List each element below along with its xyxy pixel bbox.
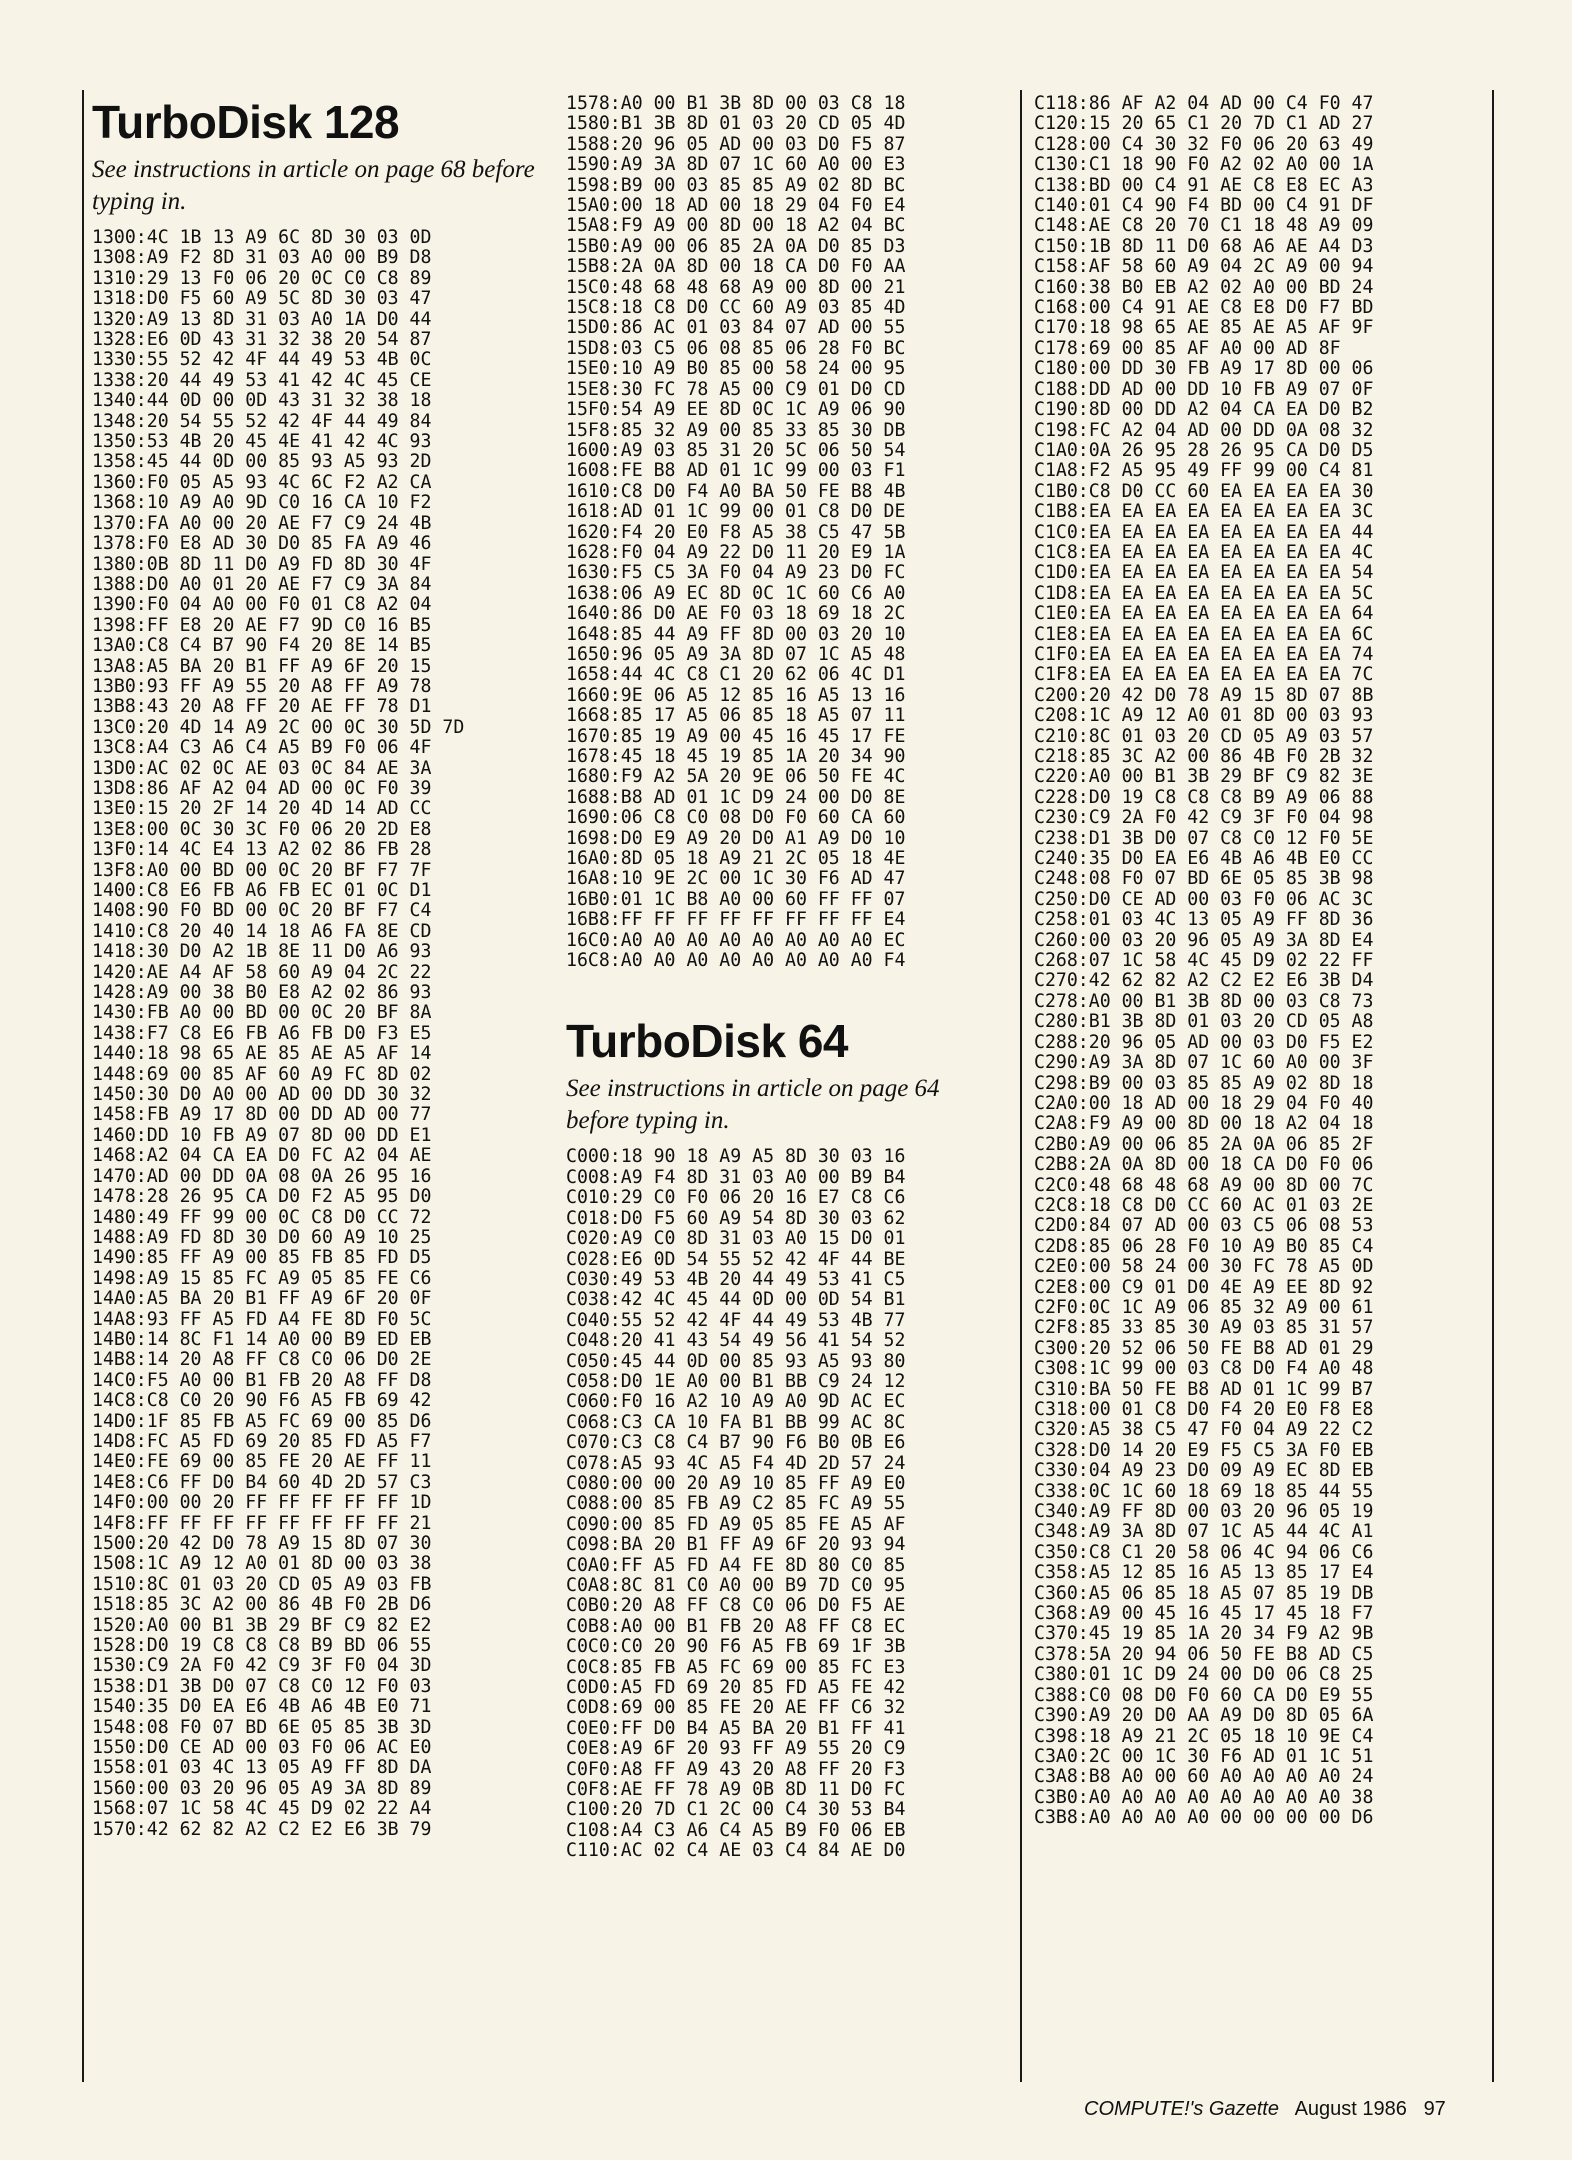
hex-listing-64-part-1: C000:18 90 18 A9 A5 8D 30 03 16 C008:A9 F4 8D 31 03 A0 00 B9 B4 C010:29 C0 F0 06 20 16 E7 C8 C6 C018:D0 F5 60 A9 54 8D 30 03 62 C020:A9 C0 8D 31 03 A0 15 D0 01 C028:E6 0D 54 55 52 42 4F 44 BE C030:49 53 4B 20 44 49 53 41 C5 C038:42 4C 45 44 0D 00 0D 54 B1 C040:55 52 42 4F 44 49 53 4B 77 C048:20 41 43 54 49 56 41 54 52 C050:45 44 0D 00 85 93 A5 93 80 C058:D0 1E A0 00 B1 BB C9 24 12 C060:F0 16 A2 10 A9 A0 9D AC EC C068:C3 CA 10 FA B1 BB 99 AC 8C C070:C3 C8 C4 B7 90 F6 B0 0B E6 C078:A5 93 4C A5 F4 4D 2D 57 24 C080:00 00 20 A9 10 85 FF A9 E0 C088:00 85 FB A9 C2 85 FC A9 55 C090:00 85 FD A9 05 85 FE A5 AF C098:BA 20 B1 FF A9 6F 20 93 94 C0A0:FF A5 FD A4 FE 8D 80 C0 85 C0A8:8C 81 C0 A0 00 B9 7D C0 95 C0B0:20 A8 FF C8 C0 06 D0 F5 AE C0B8:A0 00 B1 FB 20 A8 FF C8 EC C0C0:C0 20 90 F6 A5 FB 69 1F 3B C0C8:85 FB A5 FC 69 00 85 FC E3 C0D0:A5 FD 69 20 85 FD A5 FE 42 C0D8:69 00 85 FE 20 AE FF C6 32 C0E0:FF D0 B4 A5 BA 20 B1 FF 41 C0E8:A9 6F 20 93 FF A9 55 20 C9 C0F0:A8 FF A9 43 20 A8 FF 20 F3 C0F8:AE FF 78 A9 0B 8D 11 D0 FC C100:20 7D C1 2C 00 C4 30 53 B4 C108:A4 C3 A6 C4 A5 B9 F0 06 EB C110:AC 02 C4 AE 03 C4 84 AE D0 <box>566 1146 906 1862</box>
section-subtitle-turbodisk-64: See instructions in article on page 64 before typing in. <box>566 1075 940 1135</box>
hex-listing-128-part-1: 1300:4C 1B 13 A9 6C 8D 30 03 0D 1308:A9 F2 8D 31 03 A0 00 B9 D8 1310:29 13 F0 06 20 0C C0 C8 89 1318:D0 F5 60 A9 5C 8D 30 03 47 1320:A9 13 8D 31 03 A0 1A D0 44 1328:E6 0D 43 31 32 38 20 54 87 1330:55 52 42 4F 44 49 53 4B 0C 1338:20 44 49 53 41 42 4C 45 CE 1340:44 0D 00 0D 43 31 32 38 18 1348:20 54 55 52 42 4F 44 49 84 1350:53 4B 20 45 4E 41 42 4C 93 1358:45 44 0D 00 85 93 A5 93 2D 1360:F0 05 A5 93 4C 6C F2 A2 CA 1368:10 A9 A0 9D C0 16 CA 10 F2 1370:FA A0 00 20 AE F7 C9 24 4B 1378:F0 E8 AD 30 D0 85 FA A9 46 1380:0B 8D 11 D0 A9 FD 8D 30 4F 1388:D0 A0 01 20 AE F7 C9 3A 84 1390:F0 04 A0 00 F0 01 C8 A2 04 1398:FF E8 20 AE F7 9D C0 16 B5 13A0:C8 C4 B7 90 F4 20 8E 14 B5 13A8:A5 BA 20 B1 FF A9 6F 20 15 13B0:93 FF A9 55 20 A8 FF A9 78 13B8:43 20 A8 FF 20 AE FF 78 D1 13C0:20 4D 14 A9 2C 00 0C 30 5D 7D 13C8:A4 C3 A6 C4 A5 B9 F0 06 4F 13D0:AC 02 0C AE 03 0C 84 AE 3A 13D8:86 AF A2 04 AD 00 0C F0 39 13E0:15 20 2F 14 20 4D 14 AD CC 13E8:00 0C 30 3C F0 06 20 2D E8 13F0:14 4C E4 13 A2 02 86 FB 28 13F8:A0 00 BD 00 0C 20 BF F7 7F 1400:C8 E6 FB A6 FB EC 01 0C D1 1408:90 F0 BD 00 0C 20 BF F7 C4 1410:C8 20 40 14 18 A6 FA 8E CD 1418:30 D0 A2 1B 8E 11 D0 A6 93 1420:AE A4 AF 58 60 A9 04 2C 22 1428:A9 00 38 B0 E8 A2 02 86 93 1430:FB A0 00 BD 00 0C 20 BF 8A 1438:F7 C8 E6 FB A6 FB D0 F3 E5 1440:18 98 65 AE 85 AE A5 AF 14 1448:69 00 85 AF 60 A9 FC 8D 02 1450:30 D0 A0 00 AD 00 DD 30 32 1458:FB A9 17 8D 00 DD AD 00 77 1460:DD 10 FB A9 07 8D 00 DD E1 1468:A2 04 CA EA D0 FC A2 04 AE 1470:AD 00 DD 0A 08 0A 26 95 16 1478:28 26 95 CA D0 F2 A5 95 D0 1480:49 FF 99 00 0C C8 D0 CC 72 1488:A9 FD 8D 30 D0 60 A9 10 25 1490:85 FF A9 00 85 FB 85 FD D5 1498:A9 15 85 FC A9 05 85 FE C6 14A0:A5 BA 20 B1 FF A9 6F 20 0F 14A8:93 FF A5 FD A4 FE 8D F0 5C 14B0:14 8C F1 14 A0 00 B9 ED EB 14B8:14 20 A8 FF C8 C0 06 D0 2E 14C0:F5 A0 00 B1 FB 20 A8 FF D8 14C8:C8 C0 20 90 F6 A5 FB 69 42 14D0:1F 85 FB A5 FC 69 00 85 D6 14D8:FC A5 FD 69 20 85 FD A5 F7 14E0:FE 69 00 85 FE 20 AE FF 11 14E8:C6 FF D0 B4 60 4D 2D 57 C3 14F0:00 00 20 FF FF FF FF FF 1D 14F8:FF FF FF FF FF FF FF FF 21 1500:20 42 D0 78 A9 15 8D 07 30 1508:1C A9 12 A0 01 8D 00 03 38 1510:8C 01 03 20 CD 05 A9 03 FB 1518:85 3C A2 00 86 4B F0 2B D6 1520:A0 00 B1 3B 29 BF C9 82 E2 1528:D0 19 C8 C8 C8 B9 BD 06 55 1530:C9 2A F0 42 C9 3F F0 04 3D 1538:D1 3B D0 07 C8 C0 12 F0 03 1540:35 D0 EA E6 4B A6 4B E0 71 1548:08 F0 07 BD 6E 05 85 3B 3D 1550:D0 CE AD 00 03 F0 06 AC E0 1558:01 03 4C 13 05 A9 FF 8D DA 1560:00 03 20 96 05 A9 3A 8D 89 1568:07 1C 58 4C 45 D9 02 22 A4 1570:42 62 82 A2 C2 E2 E6 3B 79 <box>92 227 465 1840</box>
page-footer <box>1084 2098 1446 2121</box>
section-title-turbodisk-64: TurboDisk 64 <box>566 1015 848 1068</box>
column-2 <box>566 94 1006 1862</box>
section-subtitle-turbodisk-128: See instructions in article on page 68 before typing in. <box>92 156 535 215</box>
column-rule-left <box>82 90 84 2082</box>
column-rule-right <box>1492 90 1494 2082</box>
footer-date: August 1986 <box>1294 2098 1407 2120</box>
hex-listing-64-part-2: C118:86 AF A2 04 AD 00 C4 F0 47 C120:15 20 65 C1 20 7D C1 AD 27 C128:00 C4 30 32 F0 06 20 63 49 C130:C1 18 90 F0 A2 02 A0 00 1A C138:BD 00 C4 91 AE C8 E8 EC A3 C140:01 C4 90 F4 BD 00 C4 91 DF C148:AE C8 20 70 C1 18 48 A9 09 C150:1B 8D 11 D0 68 A6 AE A4 D3 C158:AF 58 60 A9 04 2C A9 00 94 C160:38 B0 EB A2 02 A0 00 BD 24 C168:00 C4 91 AE C8 E8 D0 F7 BD C170:18 98 65 AE 85 AE A5 AF 9F C178:69 00 85 AF A0 00 AD 8F C180:00 DD 30 FB A9 17 8D 00 06 C188:DD AD 00 DD 10 FB A9 07 0F C190:8D 00 DD A2 04 CA EA D0 B2 C198:FC A2 04 AD 00 DD 0A 08 32 C1A0:0A 26 95 28 26 95 CA D0 D5 C1A8:F2 A5 95 49 FF 99 00 C4 81 C1B0:C8 D0 CC 60 EA EA EA EA 30 C1B8:EA EA EA EA EA EA EA EA 3C C1C0:EA EA EA EA EA EA EA EA 44 C1C8:EA EA EA EA EA EA EA EA 4C C1D0:EA EA EA EA EA EA EA EA 54 C1D8:EA EA EA EA EA EA EA EA 5C C1E0:EA EA EA EA EA EA EA EA 64 C1E8:EA EA EA EA EA EA EA EA 6C C1F0:EA EA EA EA EA EA EA EA 74 C1F8:EA EA EA EA EA EA EA EA 7C C200:20 42 D0 78 A9 15 8D 07 8B C208:1C A9 12 A0 01 8D 00 03 93 C210:8C 01 03 20 CD 05 A9 03 57 C218:85 3C A2 00 86 4B F0 2B 32 C220:A0 00 B1 3B 29 BF C9 82 3E C228:D0 19 C8 C8 C8 B9 A9 06 88 C230:C9 2A F0 42 C9 3F F0 04 98 C238:D1 3B D0 07 C8 C0 12 F0 5E C240:35 D0 EA E6 4B A6 4B E0 CC C248:08 F0 07 BD 6E 05 85 3B 98 C250:D0 CE AD 00 03 F0 06 AC 3C C258:01 03 4C 13 05 A9 FF 8D 36 C260:00 03 20 96 05 A9 3A 8D E4 C268:07 1C 58 4C 45 D9 02 22 FF C270:42 62 82 A2 C2 E2 E6 3B D4 C278:A0 00 B1 3B 8D 00 03 C8 73 C280:B1 3B 8D 01 03 20 CD 05 A8 C288:20 96 05 AD 00 03 D0 F5 E2 C290:A9 3A 8D 07 1C 60 A0 00 3F C298:B9 00 03 85 85 A9 02 8D 18 C2A0:00 18 AD 00 18 29 04 F0 40 C2A8:F9 A9 00 8D 00 18 A2 04 18 C2B0:A9 00 06 85 2A 0A 06 85 2F C2B8:2A 0A 8D 00 18 CA D0 F0 06 C2C0:48 68 48 68 A9 00 8D 00 7C C2C8:18 C8 D0 CC 60 AC 01 03 2E C2D0:84 07 AD 00 03 C5 06 08 53 C2D8:85 06 28 F0 10 A9 B0 85 C4 C2E0:00 58 24 00 30 FC 78 A5 0D C2E8:00 C9 01 D0 4E A9 EE 8D 92 C2F0:0C 1C A9 06 85 32 A9 00 61 C2F8:85 33 85 30 A9 03 85 31 57 C300:20 52 06 50 FE B8 AD 01 29 C308:1C 99 00 03 C8 D0 F4 A0 48 C310:BA 50 FE B8 AD 01 1C 99 B7 C318:00 01 C8 D0 F4 20 E0 F8 E8 C320:A5 38 C5 47 F0 04 A9 22 C2 C328:D0 14 20 E9 F5 C5 3A F0 EB C330:04 A9 23 D0 09 A9 EC 8D EB C338:0C 1C 60 18 69 18 85 44 55 C340:A9 FF 8D 00 03 20 96 05 19 C348:A9 3A 8D 07 1C A5 44 4C A1 C350:C8 C1 20 58 06 4C 94 06 C6 C358:A5 12 85 16 A5 13 85 17 E4 C360:A5 06 85 18 A5 07 85 19 DB C368:A9 00 45 16 45 17 45 18 F7 C370:45 19 85 1A 20 34 F9 A2 9B C378:5A 20 94 06 50 FE B8 AD C5 C380:01 1C D9 24 00 D0 06 C8 25 C388:C0 08 D0 F0 60 CA D0 E9 55 C390:A9 20 D0 AA A9 D0 8D 05 6A C398:18 A9 21 2C 05 18 10 9E C4 C3A0:2C 00 1C 30 F6 AD 01 1C 51 C3A8:B8 A0 00 60 A0 A0 A0 A0 24 C3B0:A0 A0 A0 A0 A0 A0 A0 A0 38 C3B8:A0 A0 A0 A0 00 00 00 00 D6 <box>1034 93 1374 1829</box>
section-title-turbodisk-128: TurboDisk 128 <box>92 96 400 148</box>
column-1 <box>92 96 584 1840</box>
footer-page-number: 97 <box>1423 2098 1446 2120</box>
column-rule-middle <box>1020 90 1022 2082</box>
column-3 <box>1034 94 1486 1829</box>
hex-listing-128-part-2: 1578:A0 00 B1 3B 8D 00 03 C8 18 1580:B1 3B 8D 01 03 20 CD 05 4D 1588:20 96 05 AD 00 03 D0 F5 87 1590:A9 3A 8D 07 1C 60 A0 00 E3 1598:B9 00 03 85 85 A9 02 8D BC 15A0:00 18 AD 00 18 29 04 F0 E4 15A8:F9 A9 00 8D 00 18 A2 04 BC 15B0:A9 00 06 85 2A 0A D0 85 D3 15B8:2A 0A 8D 00 18 CA D0 F0 AA 15C0:48 68 48 68 A9 00 8D 00 21 15C8:18 C8 D0 CC 60 A9 03 85 4D 15D0:86 AC 01 03 84 07 AD 00 55 15D8:03 C5 06 08 85 06 28 F0 BC 15E0:10 A9 B0 85 00 58 24 00 95 15E8:30 FC 78 A5 00 C9 01 D0 CD 15F0:54 A9 EE 8D 0C 1C A9 06 90 15F8:85 32 A9 00 85 33 85 30 DB 1600:A9 03 85 31 20 5C 06 50 54 1608:FE B8 AD 01 1C 99 00 03 F1 1610:C8 D0 F4 A0 BA 50 FE B8 4B 1618:AD 01 1C 99 00 01 C8 D0 DE 1620:F4 20 E0 F8 A5 38 C5 47 5B 1628:F0 04 A9 22 D0 11 20 E9 1A 1630:F5 C5 3A F0 04 A9 23 D0 FC 1638:06 A9 EC 8D 0C 1C 60 C6 A0 1640:86 D0 AE F0 03 18 69 18 2C 1648:85 44 A9 FF 8D 00 03 20 10 1650:96 05 A9 3A 8D 07 1C A5 48 1658:44 4C C8 C1 20 62 06 4C D1 1660:9E 06 A5 12 85 16 A5 13 16 1668:85 17 A5 06 85 18 A5 07 11 1670:85 19 A9 00 45 16 45 17 FE 1678:45 18 45 19 85 1A 20 34 90 1680:F9 A2 5A 20 9E 06 50 FE 4C 1688:B8 AD 01 1C D9 24 00 D0 8E 1690:06 C8 C0 08 D0 F0 60 CA 60 1698:D0 E9 A9 20 D0 A1 A9 D0 10 16A0:8D 05 18 A9 21 2C 05 18 4E 16A8:10 9E 2C 00 1C 30 F6 AD 47 16B0:01 1C B8 A0 00 60 FF FF 07 16B8:FF FF FF FF FF FF FF FF E4 16C0:A0 A0 A0 A0 A0 A0 A0 A0 EC 16C8:A0 A0 A0 A0 A0 A0 A0 A0 F4 <box>566 93 906 972</box>
footer-publication: COMPUTE!'s Gazette <box>1084 2098 1279 2120</box>
